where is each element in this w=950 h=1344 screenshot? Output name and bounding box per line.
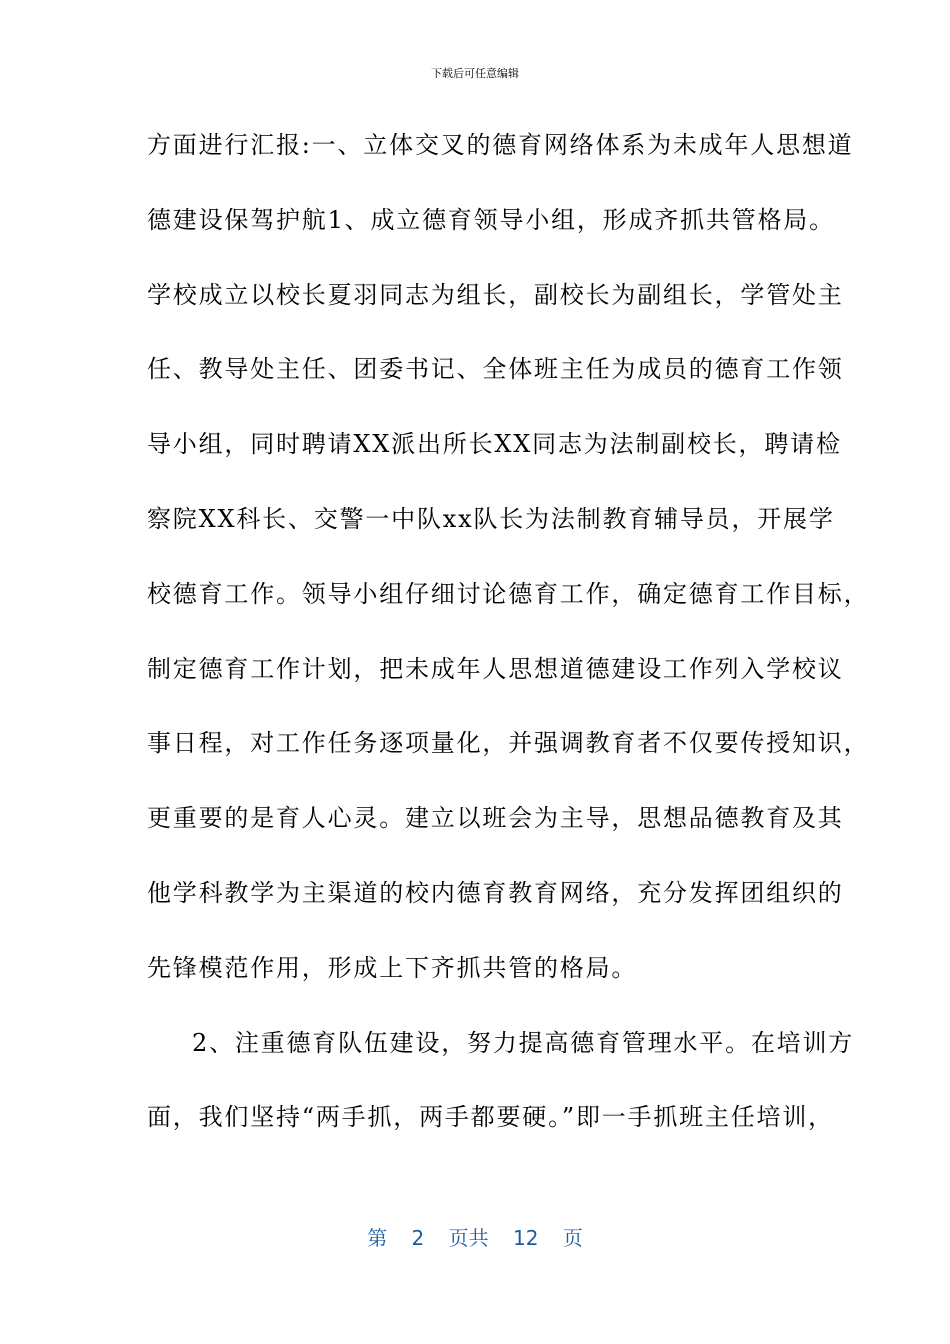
body-line: 方面进行汇报:一、立体交叉的德育网络体系为未成年人思想道 [147,131,854,159]
page-header-note: 下载后可任意编辑 [431,67,519,80]
body-line: 更重要的是育人心灵。建立以班会为主导，思想品德教育及其 [147,804,844,833]
body-line: 面，我们坚持“两手抓，两手都要硬。”即一手抓班主任培训， [147,1103,834,1132]
document-body [147,122,870,1169]
body-line-paragraph-start: 2、注重德育队伍建设，努力提高德育管理水平。在培训方 [192,1028,855,1057]
body-line: 察院XX科长、交警一中队xx队长为法制教育辅导员，开展学 [147,504,835,533]
body-line: 德建设保驾护航1、成立德育领导小组，形成齐抓共管格局。 [147,205,835,234]
page-suffix: 页 [562,1226,583,1250]
body-line: 事日程，对工作任务逐项量化，并强调教育者不仅要传授知识， [147,729,870,758]
body-line: 学校成立以校长夏羽同志为组长，副校长为副组长，学管处主 [147,280,844,309]
body-line: 先锋模范作用，形成上下齐抓共管的格局。 [147,953,638,982]
body-line: 制定德育工作计划，把未成年人思想道德建设工作列入学校议 [147,654,844,683]
page-number-footer [0,1224,950,1252]
page-prefix: 第 [367,1226,388,1250]
total-pages-number: 12 [513,1226,539,1250]
body-line: 校德育工作。领导小组仔细讨论德育工作，确定德育工作目标， [147,579,870,608]
current-page-number: 2 [411,1226,425,1250]
body-line: 导小组，同时聘请XX派出所长XX同志为法制副校长，聘请检 [147,430,842,459]
body-line: 任、教导处主任、团委书记、全体班主任为成员的德育工作领 [147,355,844,384]
body-line: 他学科教学为主渠道的校内德育教育网络，充分发挥团组织的 [147,878,844,907]
page-middle-text: 页共 [448,1226,489,1250]
